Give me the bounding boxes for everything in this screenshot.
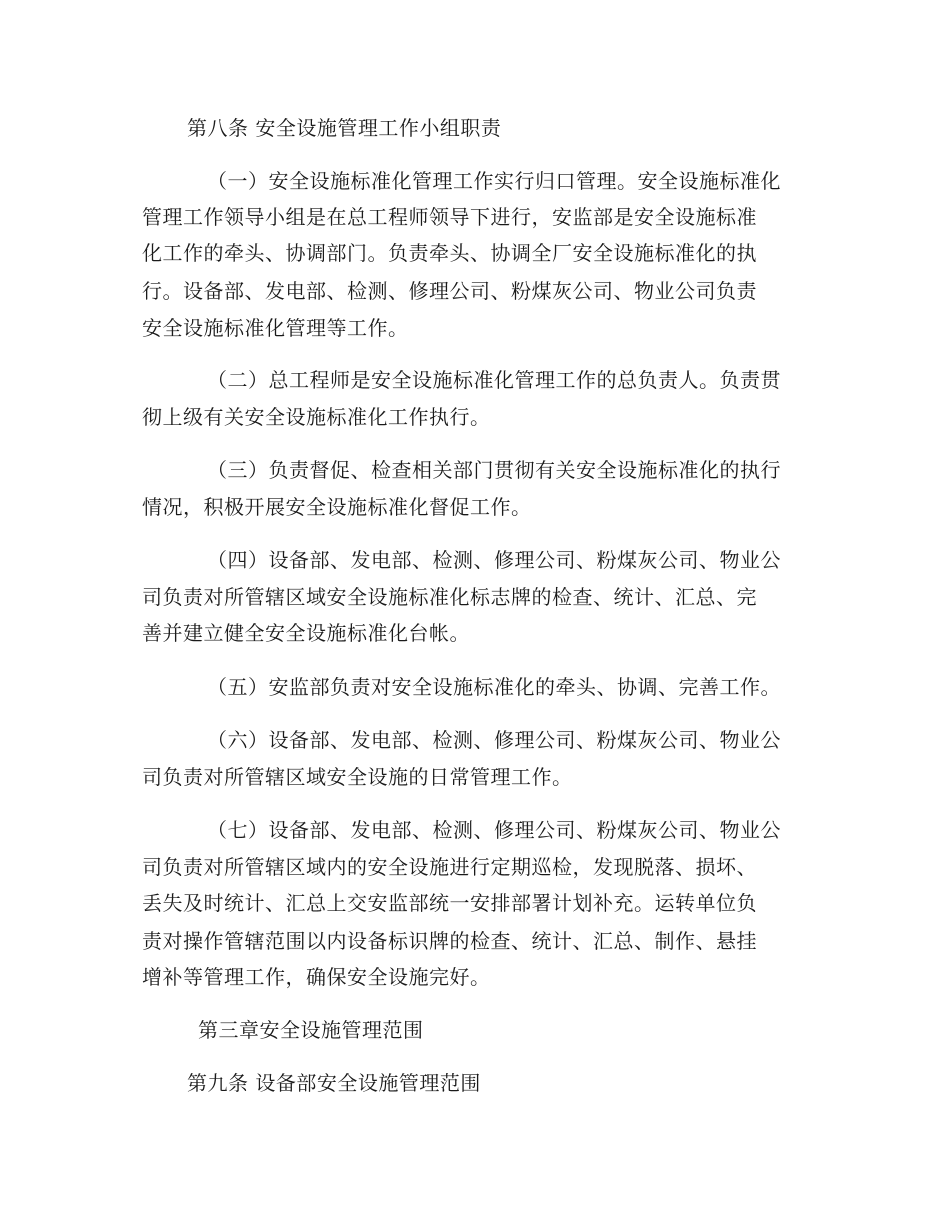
paragraph-line: 司负责对所管辖区域安全设施的日常管理工作。	[142, 765, 573, 789]
paragraph-line: 安全设施标准化管理等工作。	[142, 316, 409, 340]
paragraph-line: 行。设备部、发电部、检测、修理公司、粉煤灰公司、物业公司负责	[142, 279, 757, 303]
paragraph-line: 增补等管理工作，确保安全设施完好。	[142, 965, 491, 989]
paragraph-line: 责对操作管辖范围以内设备标识牌的检查、统计、汇总、制作、悬挂	[142, 929, 757, 953]
paragraph-line: 情况，积极开展安全设施标准化督促工作。	[142, 495, 532, 519]
paragraph-line: 司负责对所管辖区域内的安全设施进行定期巡检，发现脱落、损坏、	[142, 855, 757, 879]
paragraph-line: 丢失及时统计、汇总上交安监部统一安排部署计划补充。运转单位负	[142, 891, 757, 915]
paragraph-line: （七）设备部、发电部、检测、修理公司、粉煤灰公司、物业公	[207, 818, 781, 842]
paragraph-line: 司负责对所管辖区域安全设施标准化标志牌的检查、统计、汇总、完	[142, 585, 757, 609]
paragraph-line: 化工作的牵头、协调部门。负责牵头、协调全厂安全设施标准化的执	[142, 241, 757, 265]
paragraph-line: （六）设备部、发电部、检测、修理公司、粉煤灰公司、物业公	[207, 728, 781, 752]
paragraph-line: （五）安监部负责对安全设施标准化的牵头、协调、完善工作。	[207, 675, 781, 699]
paragraph-line: （三）负责督促、检查相关部门贯彻有关安全设施标准化的执行	[207, 458, 781, 482]
paragraph-line: 彻上级有关安全设施标准化工作执行。	[142, 405, 491, 429]
paragraph-line: 管理工作领导小组是在总工程师领导下进行，安监部是安全设施标准	[142, 205, 757, 229]
paragraph-line: （一）安全设施标准化管理工作实行归口管理。安全设施标准化	[207, 169, 781, 193]
paragraph-line: （四）设备部、发电部、检测、修理公司、粉煤灰公司、物业公	[207, 548, 781, 572]
article-9-heading: 第九条 设备部安全设施管理范围	[187, 1071, 481, 1095]
paragraph-line: （二）总工程师是安全设施标准化管理工作的总负责人。负责贯	[207, 368, 781, 392]
paragraph-line: 善并建立健全安全设施标准化台帐。	[142, 621, 470, 645]
article-8-heading: 第八条 安全设施管理工作小组职责	[187, 116, 502, 140]
chapter-3-heading: 第三章安全设施管理范围	[198, 1018, 424, 1042]
